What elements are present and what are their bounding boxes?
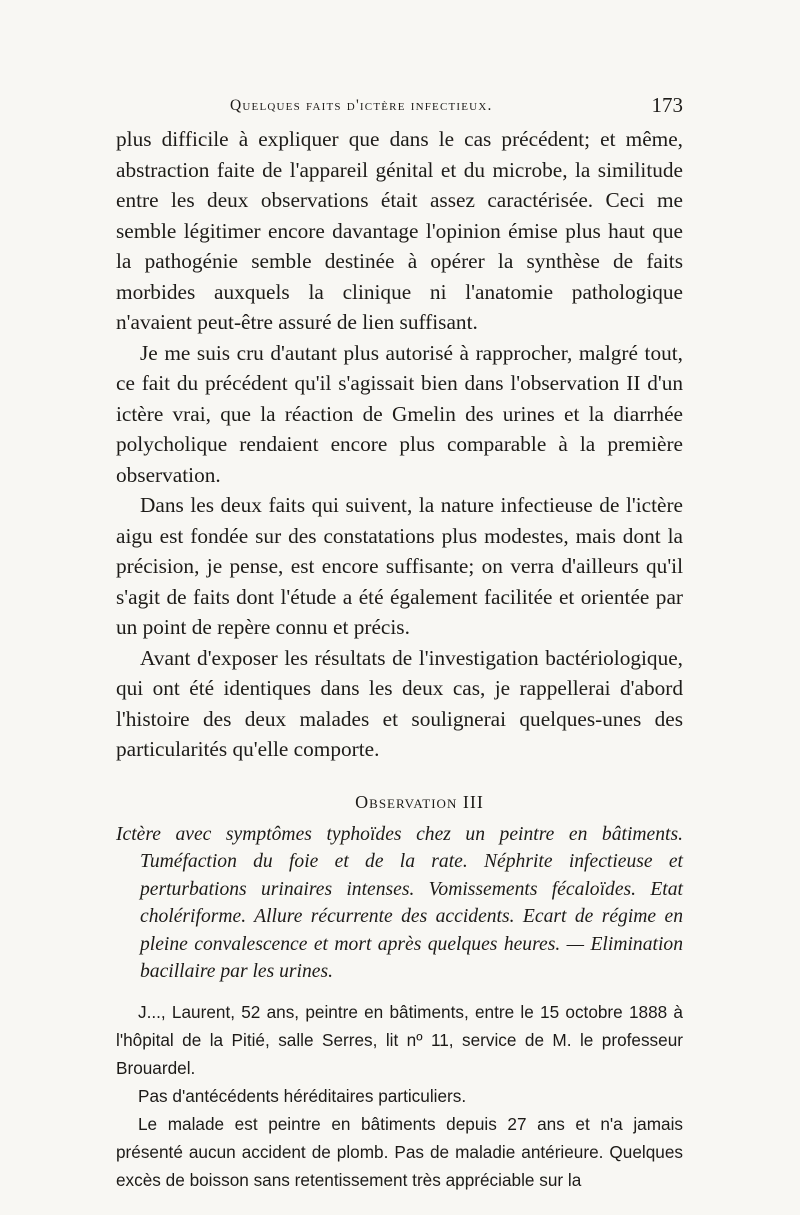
paragraph: plus difficile à expliquer que dans le cas précédent; et même, abstraction faite de l'appareil génital et du microbe, la similitude entre les deux observations était assez caractérisée. Ceci me semble légitimer encore davantage l'opinion émise plus haut que la pathogénie semble destinée à opérer la synthèse de faits morbides auxquels la clinique ni l'anatomie pathologique n'avaient peut-être assuré de lien suffisant. <box>116 127 683 334</box>
running-title: Quelques faits d'ictère infectieux. <box>230 97 493 114</box>
paragraph: Je me suis cru d'autant plus autorisé à rapprocher, malgré tout, ce fait du précédent qu'il s'agissait bien dans l'observation II d'un ictère vrai, que la réaction de Gmelin des urines et la diarrhée polycholique rendaient encore plus comparable à la première observation. <box>116 340 683 487</box>
page-number: 173 <box>651 93 683 117</box>
body-text <box>116 124 683 1194</box>
observation-heading: Observation III <box>355 791 484 812</box>
paragraph: Avant d'exposer les résultats de l'investigation bactériologique, qui ont été identiques dans les deux cas, je rappellerai d'abord l'histoire des deux malades et soulignerai quelques-unes des particularités qu'elle comporte. <box>116 645 683 761</box>
running-head <box>116 93 683 121</box>
paragraph: Dans les deux faits qui suivent, la nature infectieuse de l'ictère aigu est fondée sur des constatations plus modestes, mais dont la précision, je pense, est encore suffisante; on verra d'ailleurs qu'il s'agit de faits dont l'étude a été également facilitée et orientée par un point de repère connu et précis. <box>116 493 683 639</box>
observation-summary: Ictère avec symptômes typhoïdes chez un peintre en bâtiments. Tuméfaction du foie et de la rate. Néphrite infectieuse et perturbations urinaires intenses. Vomissements fécaloïdes. Etat cholériforme. Allure récurrente des accidents. Ecart de régime en pleine convalescence et mort après quelques heures. — Elimination bacillaire par les urines. <box>116 823 683 982</box>
case-paragraph: Pas d'antécédents héréditaires particuliers. <box>138 1085 467 1106</box>
case-paragraph: Le malade est peintre en bâtiments depuis 27 ans et n'a jamais présenté aucun accident de plomb. Pas de maladie antérieure. Quelques excès de boisson sans retentissement très appréciable sur la <box>116 1113 683 1190</box>
case-paragraph: J..., Laurent, 52 ans, peintre en bâtiments, entre le 15 octobre 1888 à l'hôpital de la Pitié, salle Serres, lit nº 11, service de M. le professeur Brouardel. <box>116 1001 683 1078</box>
